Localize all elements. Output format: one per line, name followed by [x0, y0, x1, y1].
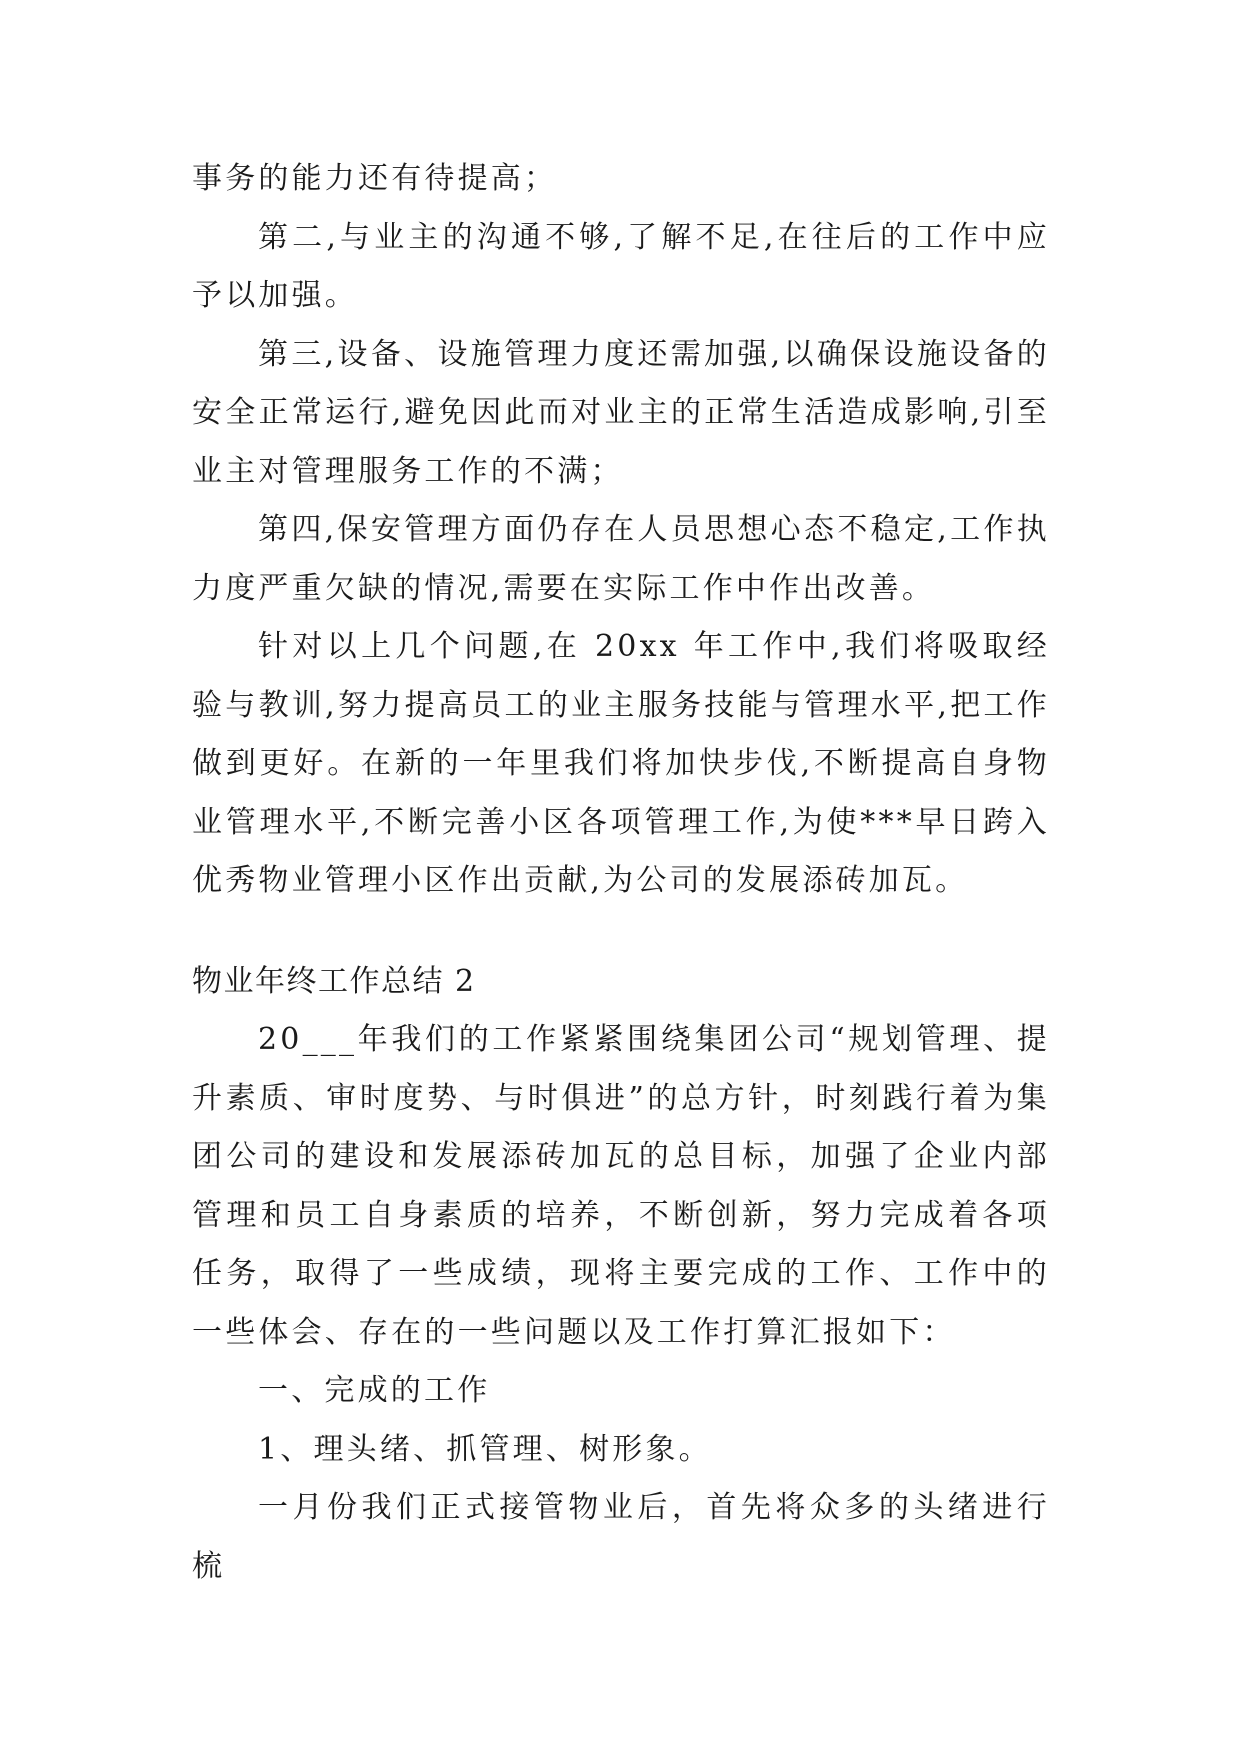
paragraph: 20___年我们的工作紧紧围绕集团公司“规划管理、提升素质、审时度势、与时俱进”的总方针，时刻践行着为集团公司的建设和发展添砖加瓦的总目标，加强了企业内部管理和员工自身素质的培养，不断创新，努力完成着各项任务，取得了一些成绩，现将主要完成的工作、工作中的一些体会、存在的一些问题以及工作打算汇报如下： [192, 1022, 1050, 1350]
paragraph: 一月份我们正式接管物业后，首先将众多的头绪进行梳 [192, 1490, 1050, 1584]
section-title: 物业年终工作总结 2 [192, 963, 476, 999]
paragraph: 事务的能力还有待提高； [192, 161, 558, 196]
document-body [192, 150, 1050, 1596]
paragraph: 第三,设备、设施管理力度还需加强,以确保设施设备的安全正常运行,避免因此而对业主的正常生活造成影响,引至业主对管理服务工作的不满； [192, 336, 1050, 489]
list-heading: 一、完成的工作 [258, 1373, 491, 1408]
list-item: 1、理头绪、抓管理、树形象。 [258, 1431, 712, 1467]
paragraph: 第二,与业主的沟通不够,了解不足,在往后的工作中应予以加强。 [192, 219, 1050, 313]
paragraph: 针对以上几个问题,在 20xx 年工作中,我们将吸取经验与教训,努力提高员工的业主服务技能与管理水平,把工作做到更好。在新的一年里我们将加快步伐,不断提高自身物业管理水平,不断完善小区各项管理工作,为使***早日跨入优秀物业管理小区作出贡献,为公司的发展添砖加瓦。 [192, 629, 1050, 898]
paragraph: 第四,保安管理方面仍存在人员思想心态不稳定,工作执力度严重欠缺的情况,需要在实际工作中作出改善。 [192, 512, 1050, 606]
